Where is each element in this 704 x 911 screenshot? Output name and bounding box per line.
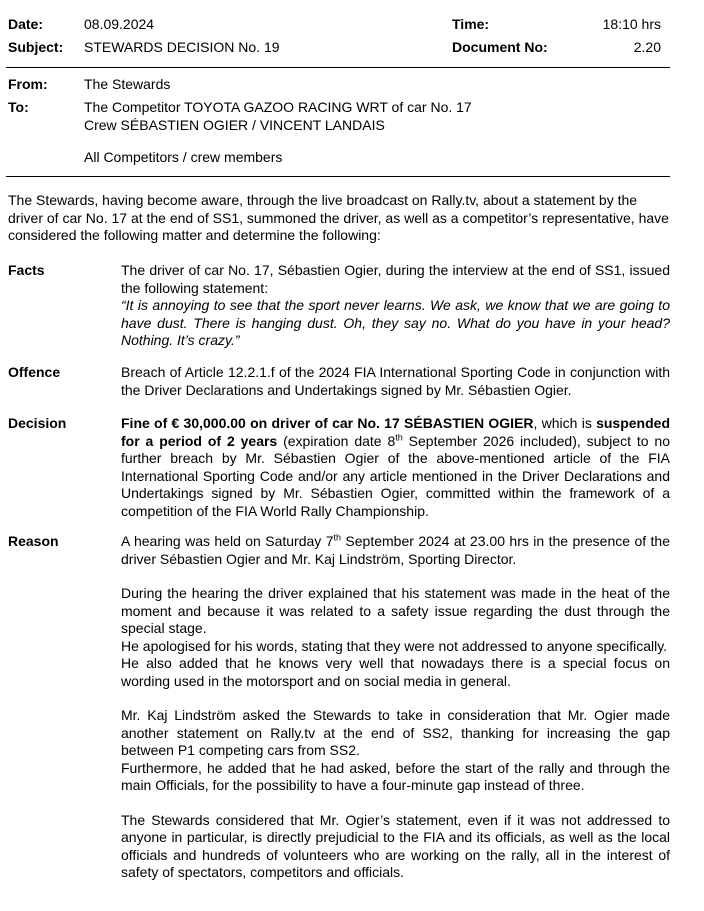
date-value: 08.09.2024 <box>84 16 155 32</box>
routing-divider <box>6 176 670 177</box>
decision-fine: Fine of € 30,000.00 on driver of car No. 17 SÉBASTIEN OGIER <box>121 415 534 431</box>
reason-label: Reason <box>8 533 59 549</box>
facts-quote: “It is annoying to see that the sport never learns. We ask, we know that we are going to have dust. There is hanging dust. Oh, they say no. What do you have in your head? Nothing. It’s crazy.” <box>121 297 670 348</box>
decision-label: Decision <box>8 415 67 431</box>
document-no-value: 2.20 <box>633 39 661 55</box>
reason-hearing <box>121 533 670 568</box>
reason-awareness: He also added that he knows very well that nowadays there is a special focus on wording used in the motorsport and on social media in general. <box>121 655 670 689</box>
from-label: From: <box>8 76 48 92</box>
time-label: Time: <box>452 16 490 32</box>
decision-section <box>121 415 670 520</box>
offence-label: Offence <box>8 364 61 380</box>
reason-apology: He apologised for his words, stating that they were not addressed to anyone specifically. <box>121 637 668 654</box>
time-value: 18:10 hrs <box>602 16 661 32</box>
reason-hearing-sup: th <box>333 532 342 543</box>
to-all-competitors: All Competitors / crew members <box>84 149 283 165</box>
decision-text-2: (expiration date 8 <box>277 432 396 449</box>
offence-section <box>121 364 670 399</box>
facts-text: The driver of car No. 17, Sébastien Ogier, during the interview at the end of SS1, issued the following statement: <box>121 262 670 296</box>
offence-text: Breach of Article 12.2.1.f of the 2024 FIA International Sporting Code in conjunction with the Driver Declarations and Undertakings signed by Mr. Sébastien Ogier. <box>121 364 670 398</box>
intro-paragraph: The Stewards, having become aware, through the live broadcast on Rally.tv, about a statement by the driver of car No. 17 at the end of SS1, summoned the driver, as well as a competitor’s representative, have considered the following matter and determine the following: <box>8 192 669 243</box>
decision-text-1: , which is <box>533 415 597 431</box>
decision-text <box>121 415 670 520</box>
to-competitor: The Competitor TOYOTA GAZOO RACING WRT of car No. 17 <box>84 99 472 115</box>
to-label: To: <box>8 99 29 115</box>
header-divider <box>6 67 670 68</box>
date-label: Date: <box>8 16 44 32</box>
reason-consideration: The Stewards considered that Mr. Ogier’s statement, even if it was not addressed to anyone in particular, is directly prejudicial to the FIA and its officials, as well as the local officials and hundreds of volunteers who are working on the rally, all in the interest of safety of spectators, competitors and officials. <box>121 811 670 880</box>
document-no-label: Document No: <box>452 39 548 55</box>
decision-text-3: September 2026 included), subject to no further breach by Mr. Sébastien Ogier of the above-mentioned article of the FIA International Sporting Code and/or any article mentioned in the Driver Declarations and Undertakings signed by Mr. Sébastien Ogier, committed within the framework of a competition of the FIA World Rally Championship. <box>121 432 670 519</box>
reason-hearing-b: September 2024 at 23.00 hrs in the presence of the driver Sébastien Ogier and Mr. Kaj Lindström, Sporting Director. <box>121 533 670 567</box>
facts-label: Facts <box>8 262 45 278</box>
subject-value: STEWARDS DECISION No. 19 <box>84 39 280 55</box>
reason-explanation: During the hearing the driver explained that his statement was made in the heat of the moment and because it was related to a safety issue regarding the dust through the special stage. <box>121 585 670 636</box>
to-crew: Crew SÉBASTIEN OGIER / VINCENT LANDAIS <box>84 117 385 133</box>
facts-section <box>121 262 670 350</box>
reason-section <box>121 533 670 882</box>
reason-hearing-a: A hearing was held on Saturday 7 <box>121 533 334 549</box>
subject-label: Subject: <box>8 39 64 55</box>
decision-sup: th <box>395 431 403 442</box>
reason-gap-request: Furthermore, he added that he had asked, before the start of the rally and through the main Officials, for the possibility to have a four-minute gap instead of three. <box>121 759 670 793</box>
from-value: The Stewards <box>84 76 171 92</box>
reason-other-statement: Mr. Kaj Lindström asked the Stewards to take in consideration that Mr. Ogier made another statement on Rally.tv at the end of SS2, thanking for increasing the gap between P1 competing cars from SS2. <box>121 707 670 758</box>
decision-suspension: suspended for a period of 2 years <box>121 415 670 449</box>
